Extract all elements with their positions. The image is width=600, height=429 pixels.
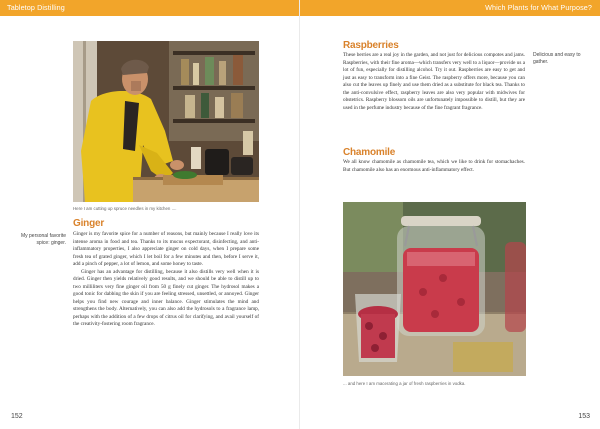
right-page (300, 0, 600, 429)
raspberries-body: These berries are a real joy in the garden, and not just for delicious compotes and jams. Raspberries, with their fine aroma—which transfers very well to a liquor—provide us a lot of fun, especially for distilling alcohol. Try it out. Raspberries are easy to get and just as easy to transform into a fine Geist. The raspberry offers more, because you can also cut the leaves up finely and use them dried as a substitute for black tea. Thanks to the anti-convulsive effect, raspberry leaves are also very popular with midwives for obstetrics. Raspberry blossom oils are unfortunately impossible to distill, but they are used in the perfume industry because of the fine fragrant fragrance. (343, 52, 525, 111)
chamomile-body: We all know chamomile as chamomile tea, which we like to drink for stomachaches. But chamomile also has an enormous anti-inflammatory effect. (343, 159, 525, 173)
photo-caption: ... and here I am macerating a jar of fresh raspberries in vodka. (343, 381, 466, 386)
photo-caption: Here I am cutting up spruce needles in my kitchen .... (73, 206, 177, 211)
section-title-chamomile: Chamomile (343, 147, 396, 158)
margin-note-ginger: My personal favorite spice: ginger. (20, 233, 66, 246)
running-header-bar (300, 0, 600, 16)
photo-raspberry-jar (343, 202, 526, 376)
ginger-paragraph-1: Ginger is my favorite spice for a number of reasons, but mainly because I really love its intense aroma in food and tea. Thanks to its mucus expectorant, disinfecting, and anti-inflammatory properties, I also appreciate ginger on cold days, when I prepare some fresh tea of grated ginger, which I let boil for a few minutes and then, before I serve it, add a pinch of pepper, a lot of lemon, and some honey to taste. (73, 231, 259, 267)
running-header-bar (0, 0, 300, 16)
running-header: Which Plants for What Purpose? (485, 3, 592, 12)
section-title-raspberries: Raspberries (343, 40, 399, 51)
ginger-body (73, 231, 259, 329)
page-number: 153 (578, 413, 590, 420)
section-title-ginger: Ginger (73, 218, 105, 229)
margin-note-raspberries: Delicious and easy to gather. (533, 52, 581, 65)
ginger-paragraph-2: Ginger has an advantage for distilling, because it also distills very well when it is dried. Ginger then yields relatively good results, and we should be able to distill up to two milliliters very fine ginger oil from 50 g finely cut ginger. The hydrosol makes a good tonic for dabbing the skin if you are feeling stressed, unsettled, or annoyed. Ginger helps you find new courage and inner balance. Ginger stimulates the mind and strengthens the body. Alternatively, you can also add the hydrosols to a fragrance lamp, perhaps with the addition of a few drops of citrus oil for clarifying, and avail yourself of the creativity-fostering room fragrance. (73, 268, 259, 327)
photo-illustration (343, 202, 526, 376)
page-number: 152 (11, 413, 23, 420)
photo-illustration (73, 41, 259, 202)
photo-cutting-spruce-needles (73, 41, 259, 202)
running-header: Tabletop Distilling (7, 3, 65, 12)
